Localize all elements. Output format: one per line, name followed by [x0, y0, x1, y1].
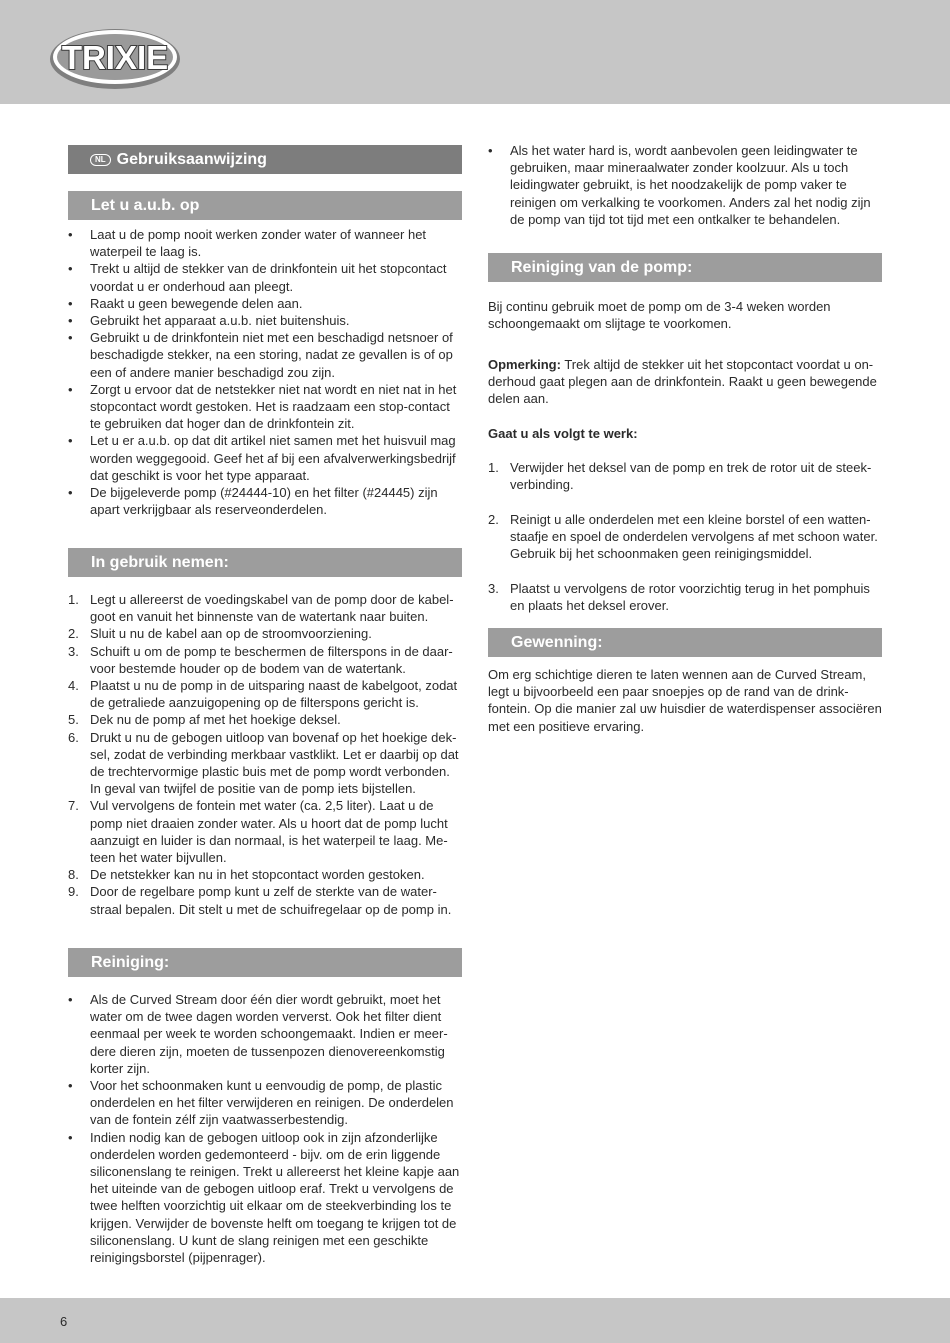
step-text: Vul vervolgens de fontein met water (ca. 2,5 liter). Laat u de pomp niet draaien zonder water. Als u hoort dat de pomp lucht aanzuigt en luider is dan normaal, is het waterpeil te laag. Me-teen het water bijvullen. — [90, 798, 448, 866]
list-item — [68, 625, 462, 642]
step-number: 5. — [68, 712, 79, 728]
step-text: Door de regelbare pomp kunt u zelf de sterkte van de water-straal bepalen. Dit stelt u met de schuifregelaar op de pomp in. — [90, 884, 452, 917]
procedure-label: Gaat u als volgt te werk: — [488, 426, 638, 441]
list-item — [68, 883, 462, 917]
step-number: 2. — [68, 626, 79, 642]
step-number: 4. — [68, 678, 79, 694]
cleaning-list — [68, 991, 462, 1266]
section-title-bar — [68, 145, 462, 174]
setup-heading: In gebruik nemen: — [68, 548, 462, 577]
list-item: • Raakt u geen bewegende delen aan. — [68, 295, 462, 312]
step-text: Plaatst u vervolgens de rotor voorzichtig terug in het pomphuis en plaats het deksel erover. — [510, 581, 870, 614]
pump-step-3 — [488, 580, 882, 614]
step-text: Dek nu de pomp af met het hoekige deksel. — [90, 712, 341, 728]
step-text: Plaatst u nu de pomp in de uitsparing naast de kabelgoot, zodat de getraliede aanzuigopening op de filterspons gericht is. — [90, 678, 458, 711]
trixie-logo — [48, 22, 182, 92]
list-item: • Let u er a.u.b. op dat dit artikel niet samen met het huisvuil mag worden weggegooid. Geef het af bij een afvalverwerkingsbedrijf dat geschikt is voor het type apparaat. — [68, 432, 462, 484]
list-item: • Zorgt u ervoor dat de netstekker niet nat wordt en niet nat in het stopcontact wordt gestoken. Het is raadzaam een stop-contact te gebruiken dat hoger dan de drinkfontein zit. — [68, 381, 462, 433]
footer-band — [0, 1298, 950, 1343]
pump-intro: Bij continu gebruik moet de pomp om de 3-4 weken worden schoongemaakt om slijtage te voorkomen. — [488, 299, 831, 332]
list-item: 2. Reinigt u alle onderdelen met een kleine borstel of een watten-staafje en spoel de onderdelen vervolgens af met schoon water. Gebruik bij het schoonmaken geen reinigingsmiddel. — [488, 512, 878, 562]
step-number: 8. — [68, 867, 79, 883]
pump-step-1 — [488, 459, 882, 493]
list-item — [68, 643, 462, 677]
note-label: Opmerking: — [488, 357, 561, 372]
list-item — [68, 591, 462, 625]
section-title: Gebruiksaanwijzing — [116, 151, 267, 168]
hard-water-list — [488, 142, 882, 228]
step-text: Verwijder het deksel van de pomp en trek de rotor uit de steek-verbinding. — [510, 460, 872, 493]
caution-list — [68, 226, 462, 518]
step-number: 6. — [68, 729, 79, 745]
step-text: De netstekker kan nu in het stopcontact worden gestoken. — [90, 867, 425, 883]
cleaning-heading: Reiniging: — [68, 948, 462, 977]
list-item — [68, 677, 462, 711]
list-item — [68, 711, 462, 728]
page-number: 6 — [60, 1314, 68, 1329]
pump-note — [488, 356, 882, 408]
list-item — [68, 797, 462, 866]
list-item: • Laat u de pomp nooit werken zonder water of wanneer het waterpeil te laag is. — [68, 226, 462, 260]
setup-steps — [68, 591, 462, 918]
pump-heading: Reiniging van de pomp: — [488, 253, 882, 282]
step-number: 1. — [68, 592, 79, 607]
step-number: 9. — [68, 884, 79, 900]
acclimation-text: Om erg schichtige dieren te laten wennen aan de Curved Stream, legt u bijvoorbeeld een paar snoepjes op de rand van de drink-fontein. Op die manier zal uw huisdier de waterdispenser associëren met een positieve ervaring. — [488, 667, 882, 734]
list-item: 1. Verwijder het deksel van de pomp en trek de rotor uit de steek-verbinding. — [488, 460, 872, 493]
step-text: Reinigt u alle onderdelen met een kleine borstel of een watten-staafje en spoel de onderdelen vervolgens af met schoon water. Gebruik bij het schoonmaken geen reinigingsmiddel. — [510, 512, 878, 562]
list-item: • Gebruikt u de drinkfontein niet met een beschadigd netsnoer of beschadigde stekker, na een storing, nadat ze gevallen is of op een of andere manier beschadigd zou zijn. — [68, 329, 462, 381]
step-number: 7. — [68, 798, 79, 814]
list-item: • Voor het schoonmaken kunt u eenvoudig de pomp, de plastic onderdelen en het filter verwijderen en reinigen. De onderdelen van de fontein zélf zijn vaatwasserbestendig. — [68, 1077, 462, 1129]
list-item — [68, 729, 462, 798]
list-item: 3. Plaatst u vervolgens de rotor voorzichtig terug in het pomphuis en plaats het deksel erover. — [488, 581, 870, 614]
acclimation-heading: Gewenning: — [488, 628, 882, 657]
list-item: • Als de Curved Stream door één dier wordt gebruikt, moet het water om de twee dagen worden ververst. Ook het filter dient eenmaal per week te worden schoongemaakt. Indien er meer-dere dieren zijn, moeten de tussenpozen dienovereenkomstig korter zijn. — [68, 991, 462, 1077]
list-item: • Als het water hard is, wordt aanbevolen geen leidingwater te gebruiken, maar mineraalwater zonder koolzuur. Als u toch leidingwater gebruikt, is het noodzakelijk de pomp vaker te reinigen om verkalking te voorkomen. Anders zal het nodig zijn de pomp van tijd tot tijd met een ontkalker te behandelen. — [488, 142, 882, 228]
language-badge: NL — [90, 154, 111, 166]
note-text: Trek altijd de stekker uit het stopcontact voordat u on-derhoud gaat plegen aan de drinkfontein. Raakt u geen bewegende delen aan. — [488, 357, 877, 407]
list-item: • Gebruikt het apparaat a.u.b. niet buitenshuis. — [68, 312, 462, 329]
step-number: 3. — [68, 643, 79, 659]
list-item — [68, 866, 462, 883]
step-text: Legt u allereerst de voedingskabel van de pomp door de kabel-goot en vanuit het binnenste van de watertank naar buiten. — [90, 592, 454, 625]
step-text: Schuift u om de pomp te beschermen de filterspons in de daar-voor bestemde houder op de bodem van de watertank. — [90, 643, 453, 676]
step-text: Sluit u nu de kabel aan op de stroomvoorziening. — [90, 626, 372, 642]
list-item: • Indien nodig kan de gebogen uitloop ook in zijn afzonderlijke onderdelen worden gedemonteerd - bijv. om de erin liggende siliconenslang te reinigen. Trekt u allereerst het kleine kapje aan het uiteinde van de gebogen uitloop eraf. Trekt u vervolgens de twee helften voorzichtig uit elkaar om de steekverbinding los te krijgen. Verwijder de bovenste helft om toegang te krijgen tot de siliconenslang. U kunt de slang reinigen met een geschikte reinigingsborstel (pijpenrager). — [68, 1129, 462, 1267]
step-text: Drukt u nu de gebogen uitloop van bovenaf op het hoekige dek-sel, zodat de verbinding merkbaar vastklikt. Let er daarbij op dat de trechtervormige plastic buis met de pomp wordt verbonden. In geval van twijfel de positie van de pomp iets bijstellen. — [90, 729, 459, 797]
svg-text:TRIXIE: TRIXIE — [61, 39, 169, 76]
pump-step-2 — [488, 511, 882, 563]
caution-heading: Let u a.u.b. op — [68, 191, 462, 220]
list-item: • De bijgeleverde pomp (#24444-10) en het filter (#24445) zijn apart verkrijgbaar als reserveonderdelen. — [68, 484, 462, 518]
list-item: • Trekt u altijd de stekker van de drinkfontein uit het stopcontact voordat u er onderhoud aan pleegt. — [68, 260, 462, 294]
